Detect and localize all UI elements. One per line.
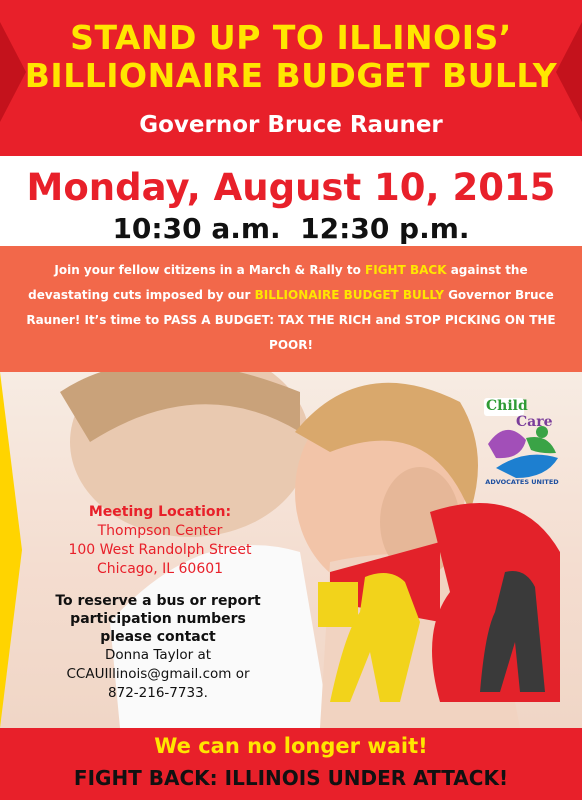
intro-band <box>0 246 582 372</box>
footer-line1: We can no longer wait! <box>154 734 428 758</box>
contact-phone[interactable]: 872-216-7733. <box>108 685 208 701</box>
child-care-logo <box>476 398 568 494</box>
event-time: 10:30 a.m. 12:30 p.m. <box>112 212 470 245</box>
yellow-accent <box>0 372 22 728</box>
logo-word-care: Care <box>516 414 553 430</box>
intro-seg5: Governor Bruce Rauner! It’s time to <box>26 288 554 327</box>
title-line2: BILLIONAIRE BUDGET BULLY <box>24 56 558 95</box>
meeting-heading: Meeting Location: <box>88 504 232 520</box>
intro-seg1: Join your fellow citizens in a March & Rally to <box>54 263 366 277</box>
intro-pass-budget: PASS A BUDGET: TAX THE RICH and STOP PICKING ON THE POOR! <box>163 313 556 352</box>
subtitle: Governor Bruce Rauner <box>139 112 443 138</box>
footer-banner <box>0 728 582 800</box>
meeting-location <box>40 502 280 579</box>
logo-swirl-purple <box>488 430 526 458</box>
protest-sign <box>318 582 358 627</box>
intro-text <box>18 258 564 358</box>
footer-line2: FIGHT BACK: ILLINOIS UNDER ATTACK! <box>73 766 509 790</box>
date-section <box>0 156 582 246</box>
logo-tagline: ADVOCATES UNITED <box>485 478 559 486</box>
title-line1: STAND UP TO ILLINOIS’ <box>70 18 512 57</box>
intro-billionaire: BILLIONAIRE BUDGET BULLY <box>254 288 444 302</box>
reserve-heading-2: participation numbers <box>70 611 246 627</box>
contact-email[interactable]: CCAUIllinois@gmail.com or <box>66 666 250 682</box>
intro-seg3: against the devastating cuts imposed by our <box>28 263 528 302</box>
logo-word-child: Child <box>486 398 528 414</box>
event-date: Monday, August 10, 2015 <box>26 166 556 209</box>
logo-swirl-blue <box>496 455 558 478</box>
reserve-info <box>28 592 288 703</box>
meeting-city: Chicago, IL 60601 <box>96 561 224 577</box>
photo-area <box>0 372 582 728</box>
meeting-place: Thompson Center <box>97 523 223 539</box>
intro-fight-back: FIGHT BACK <box>365 263 447 277</box>
logo-swirl-green <box>526 437 556 453</box>
reserve-heading-3: please contact <box>100 629 216 645</box>
contact-name: Donna Taylor at <box>104 647 212 663</box>
header-banner <box>0 0 582 156</box>
meeting-street: 100 West Randolph Street <box>68 542 252 558</box>
reserve-heading-1: To reserve a bus or report <box>55 593 261 609</box>
